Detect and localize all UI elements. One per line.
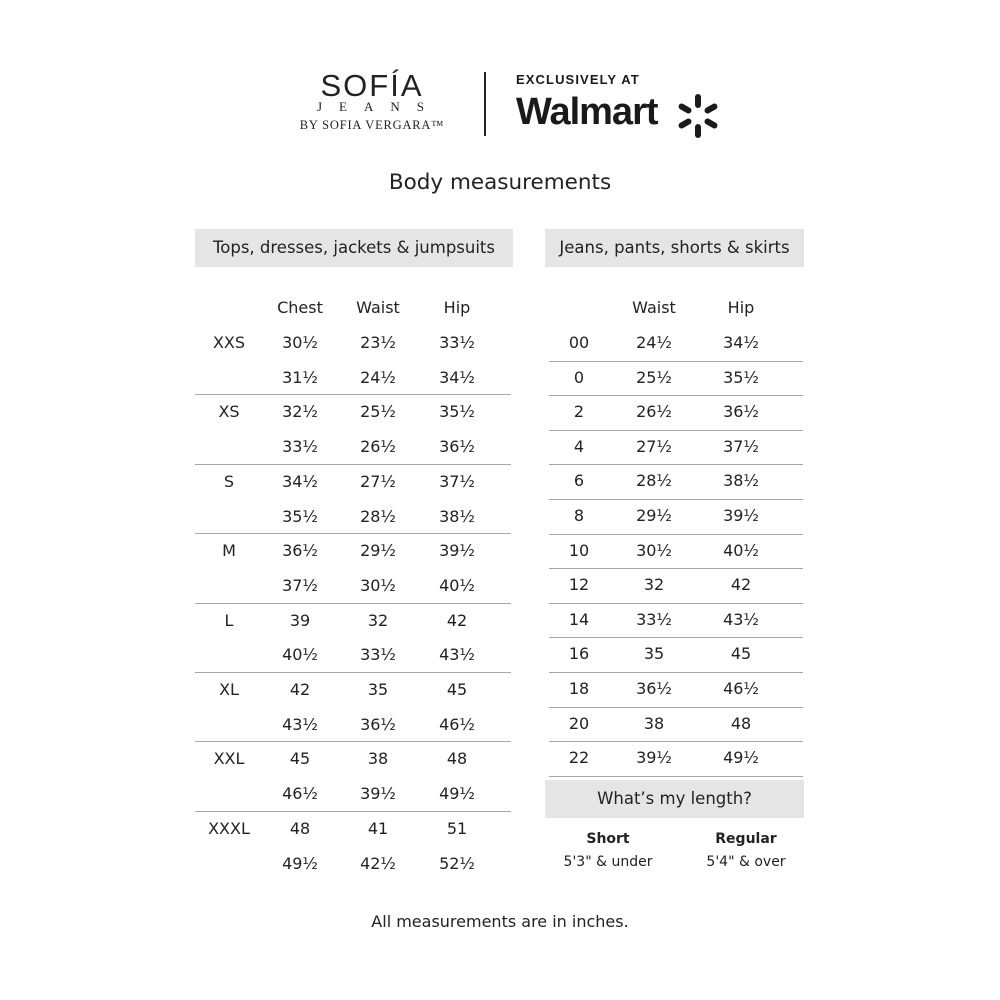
bottoms-measurement: 26½ xyxy=(636,402,672,422)
tops-heading: Tops, dresses, jackets & jumpsuits xyxy=(195,229,513,267)
waist-size-label: 2 xyxy=(573,402,585,422)
waist-size-label: 10 xyxy=(568,540,590,560)
retailer-tagline: EXCLUSIVELY AT xyxy=(516,72,640,87)
bottoms-column-header: Waist xyxy=(632,298,676,317)
bottoms-measurement: 27½ xyxy=(636,436,672,456)
tops-measurement: 34½ xyxy=(282,471,318,491)
tops-measurement: 38 xyxy=(367,749,389,769)
length-regular-value: 5'4" & over xyxy=(706,854,786,870)
size-label: M xyxy=(222,541,236,561)
bottoms-row-divider xyxy=(549,568,803,569)
tops-column-header: Hip xyxy=(443,298,471,317)
bottoms-measurement: 37½ xyxy=(723,436,759,456)
bottoms-measurement: 45 xyxy=(730,644,752,664)
tops-measurement: 39 xyxy=(289,610,311,630)
tops-measurement: 29½ xyxy=(360,541,396,561)
bottoms-measurement: 43½ xyxy=(723,609,759,629)
tops-measurement: 25½ xyxy=(360,402,396,422)
tops-measurement: 46½ xyxy=(439,714,475,734)
tops-size-divider xyxy=(195,394,511,395)
tops-measurement: 31½ xyxy=(282,367,318,387)
tops-measurement: 46½ xyxy=(282,784,318,804)
length-short-value: 5'3" & under xyxy=(563,854,653,870)
tops-measurement: 33½ xyxy=(439,333,475,352)
tops-measurement: 24½ xyxy=(360,367,396,387)
tops-size-divider xyxy=(195,672,511,673)
bottoms-measurement: 35 xyxy=(643,644,665,664)
bottoms-row-divider xyxy=(549,361,803,362)
tops-measurement: 51 xyxy=(446,818,468,838)
bottoms-measurement: 35½ xyxy=(723,367,759,387)
tops-measurement: 39½ xyxy=(439,541,475,561)
tops-measurement: 34½ xyxy=(439,367,475,387)
tops-measurement: 42 xyxy=(289,680,311,699)
waist-size-label: 18 xyxy=(568,679,590,698)
bottoms-row-divider xyxy=(549,395,803,396)
tops-measurement: 32 xyxy=(367,610,389,630)
tops-measurement: 49½ xyxy=(282,853,318,873)
bottoms-measurement: 28½ xyxy=(636,471,672,491)
tops-measurement: 42½ xyxy=(360,853,396,873)
tops-measurement: 48 xyxy=(446,749,468,769)
size-label: XXXL xyxy=(208,818,250,838)
tops-column-header: Waist xyxy=(356,298,400,317)
bottoms-measurement: 33½ xyxy=(636,609,672,629)
tops-size-divider xyxy=(195,464,511,465)
tops-measurement: 33½ xyxy=(282,437,318,457)
tops-measurement: 45 xyxy=(446,680,468,699)
page-title: Body measurements xyxy=(388,170,612,195)
walmart-logo xyxy=(516,72,736,134)
tops-measurement: 30½ xyxy=(282,333,318,352)
bottoms-row-divider xyxy=(549,776,803,777)
waist-size-label: 12 xyxy=(568,575,590,595)
size-label: XXL xyxy=(213,749,245,769)
bottoms-measurement: 42 xyxy=(730,575,752,595)
waist-size-label: 6 xyxy=(573,471,585,491)
tops-measurement: 37½ xyxy=(282,575,318,595)
tops-measurement: 26½ xyxy=(360,437,396,457)
bottoms-measurement: 49½ xyxy=(723,748,759,768)
logo-divider xyxy=(484,72,486,136)
tops-measurement: 48 xyxy=(289,818,311,838)
tops-measurement: 36½ xyxy=(360,714,396,734)
tops-measurement: 43½ xyxy=(282,714,318,734)
walmart-spark-icon xyxy=(674,92,722,140)
waist-size-label: 00 xyxy=(568,333,590,352)
brand-subname: JEANS xyxy=(316,99,441,114)
bottoms-measurement: 39½ xyxy=(636,748,672,768)
bottoms-measurement: 29½ xyxy=(636,506,672,525)
tops-size-divider xyxy=(195,741,511,742)
bottoms-heading: Jeans, pants, shorts & skirts xyxy=(545,229,804,267)
bottoms-measurement: 24½ xyxy=(636,333,672,352)
tops-measurement: 43½ xyxy=(439,645,475,665)
tops-measurement: 36½ xyxy=(282,541,318,561)
tops-measurement: 42 xyxy=(446,610,468,630)
tops-column-header: Chest xyxy=(277,298,323,317)
size-label: XL xyxy=(219,680,239,699)
bottoms-row-divider xyxy=(549,637,803,638)
tops-measurement: 35½ xyxy=(439,402,475,422)
bottoms-measurement: 38½ xyxy=(723,471,759,491)
bottoms-measurement: 25½ xyxy=(636,367,672,387)
bottoms-measurement: 30½ xyxy=(636,540,672,560)
waist-size-label: 14 xyxy=(568,609,590,629)
tops-measurement: 37½ xyxy=(439,471,475,491)
size-label: XS xyxy=(218,402,240,422)
tops-measurement: 27½ xyxy=(360,471,396,491)
size-label: L xyxy=(224,610,234,630)
tops-measurement: 35½ xyxy=(282,506,318,526)
waist-size-label: 20 xyxy=(568,713,590,733)
tops-measurement: 35 xyxy=(367,680,389,699)
brand-name: SOFÍA xyxy=(320,68,424,103)
waist-size-label: 8 xyxy=(573,506,585,525)
tops-measurement: 32½ xyxy=(282,402,318,422)
length-regular-label: Regular xyxy=(715,831,777,847)
tops-size-divider xyxy=(195,533,511,534)
tops-measurement: 30½ xyxy=(360,575,396,595)
sofia-jeans-logo xyxy=(278,68,466,134)
bottoms-row-divider xyxy=(549,603,803,604)
bottoms-measurement: 40½ xyxy=(723,540,759,560)
tops-measurement: 28½ xyxy=(360,506,396,526)
tops-measurement: 40½ xyxy=(282,645,318,665)
tops-measurement: 36½ xyxy=(439,437,475,457)
tops-measurement: 49½ xyxy=(439,784,475,804)
bottoms-row-divider xyxy=(549,499,803,500)
bottoms-row-divider xyxy=(549,707,803,708)
length-heading: What’s my length? xyxy=(545,780,804,818)
bottoms-measurement: 36½ xyxy=(723,402,759,422)
length-short-label: Short xyxy=(586,831,630,847)
tops-measurement: 38½ xyxy=(439,506,475,526)
tops-measurement: 33½ xyxy=(360,645,396,665)
bottoms-measurement: 38 xyxy=(643,713,665,733)
tops-measurement: 52½ xyxy=(439,853,475,873)
bottoms-column-header: Hip xyxy=(727,298,755,317)
bottoms-row-divider xyxy=(549,430,803,431)
tops-measurement: 41 xyxy=(367,818,389,838)
brand-byline: BY SOFIA VERGARA™ xyxy=(299,118,445,132)
bottoms-measurement: 32 xyxy=(643,575,665,595)
waist-size-label: 0 xyxy=(573,367,585,387)
size-label: XXS xyxy=(212,333,246,352)
bottoms-row-divider xyxy=(549,672,803,673)
waist-size-label: 4 xyxy=(573,436,585,456)
tops-measurement: 23½ xyxy=(360,333,396,352)
bottoms-row-divider xyxy=(549,464,803,465)
retailer-name: Walmart xyxy=(516,91,658,133)
waist-size-label: 22 xyxy=(568,748,590,768)
footnote: All measurements are in inches. xyxy=(371,912,629,931)
bottoms-row-divider xyxy=(549,741,803,742)
bottoms-measurement: 46½ xyxy=(723,679,759,698)
tops-measurement: 40½ xyxy=(439,575,475,595)
size-label: S xyxy=(223,471,235,491)
tops-measurement: 45 xyxy=(289,749,311,769)
bottoms-measurement: 36½ xyxy=(636,679,672,698)
bottoms-row-divider xyxy=(549,534,803,535)
waist-size-label: 16 xyxy=(568,644,590,664)
tops-size-divider xyxy=(195,811,511,812)
bottoms-measurement: 34½ xyxy=(723,333,759,352)
tops-measurement: 39½ xyxy=(360,784,396,804)
bottoms-measurement: 39½ xyxy=(723,506,759,525)
tops-size-divider xyxy=(195,603,511,604)
bottoms-measurement: 48 xyxy=(730,713,752,733)
